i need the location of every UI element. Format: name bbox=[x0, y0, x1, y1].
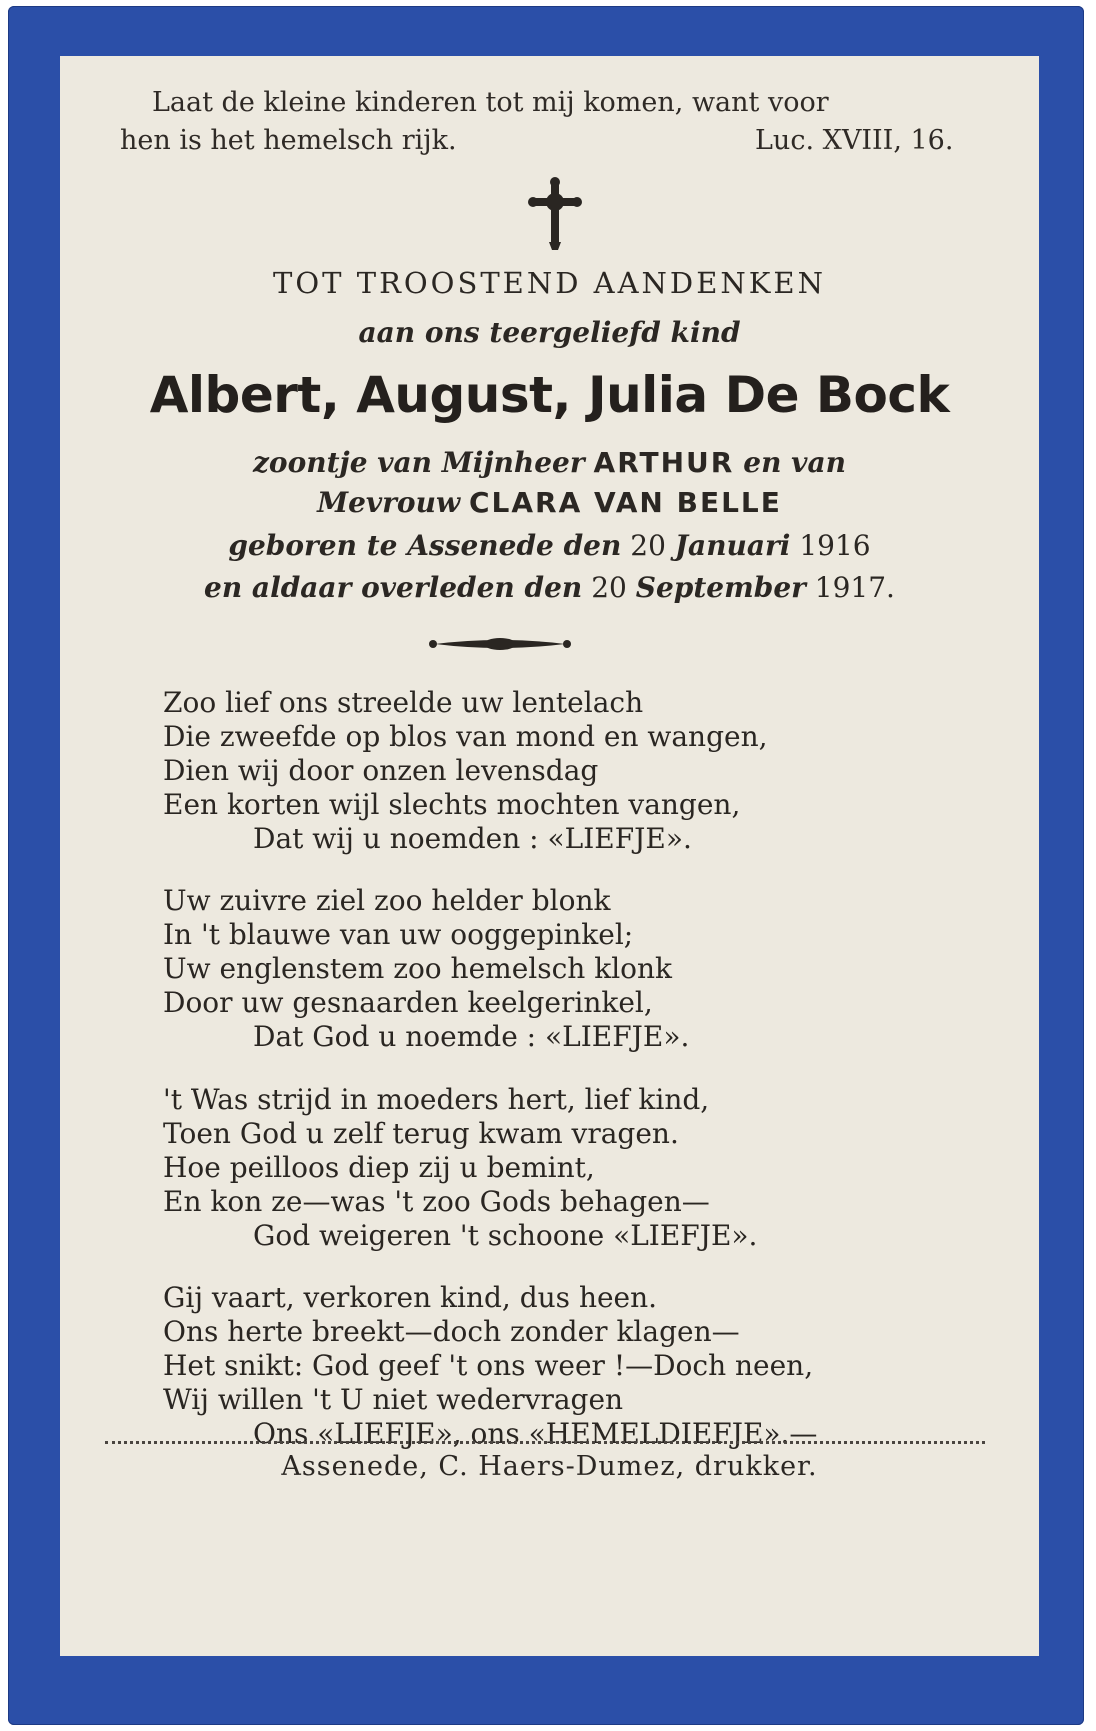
poem-stanza-3 bbox=[163, 1083, 757, 1253]
birth-year: 1916 bbox=[799, 529, 871, 562]
poem-line: Door uw gesnaarden keelgerinkel, bbox=[163, 986, 653, 1019]
poem-refrain: Dat wij u noemden : «LIEFJE». bbox=[253, 822, 692, 855]
mother-name: CLARA VAN BELLE bbox=[468, 486, 782, 519]
epigraph-reference: Luc. XVIII, 16. bbox=[755, 125, 954, 156]
poem-line: En kon ze—was 't zoo Gods behagen— bbox=[163, 1185, 710, 1218]
parents-line-2 bbox=[60, 486, 1039, 519]
poem-line: Uw zuivre ziel zoo helder blonk bbox=[163, 884, 611, 917]
heading: TOT TROOSTEND AANDENKEN bbox=[273, 266, 826, 300]
cross-icon bbox=[525, 176, 585, 251]
poem-line: Zoo lief ons streelde uw lentelach bbox=[163, 686, 644, 719]
poem-line: Een korten wijl slechts mochten vangen, bbox=[163, 788, 741, 821]
parents-line-1 bbox=[60, 446, 1039, 479]
card-paper bbox=[60, 56, 1039, 1656]
epigraph-line-2-text: hen is het hemelsch rijk. bbox=[120, 125, 457, 156]
poem-stanza-1 bbox=[163, 686, 768, 856]
epigraph bbox=[120, 84, 1020, 160]
parents-line-1-suffix: en van bbox=[743, 446, 846, 479]
birth-day: 20 bbox=[630, 529, 666, 562]
poem-refrain: God weigeren 't schoone «LIEFJE». bbox=[253, 1219, 758, 1252]
death-year: 1917. bbox=[814, 571, 895, 604]
ornament-divider-icon bbox=[425, 634, 575, 654]
poem-line: In 't blauwe van uw ooggepinkel; bbox=[163, 918, 634, 951]
birth-month: Januari bbox=[674, 529, 791, 562]
poem-line: Uw englenstem zoo hemelsch klonk bbox=[163, 952, 673, 985]
poem-line: Dien wij door onzen levensdag bbox=[163, 754, 599, 787]
deceased-name: Albert, August, Julia De Bock bbox=[149, 366, 950, 424]
parents-line-2-prefix: Mevrouw bbox=[317, 486, 461, 519]
birth-prefix: geboren te Assenede den bbox=[228, 529, 622, 562]
poem-stanza-2 bbox=[163, 884, 689, 1054]
poem-line: Ons herte breekt—doch zonder klagen— bbox=[163, 1315, 740, 1348]
poem-line: Hoe peilloos diep zij u bemint, bbox=[163, 1151, 595, 1184]
poem-refrain: Dat God u noemde : «LIEFJE». bbox=[253, 1020, 690, 1053]
memorial-card bbox=[8, 6, 1084, 1725]
parents-line-1-prefix: zoontje van Mijnheer bbox=[253, 446, 585, 479]
death-line bbox=[60, 571, 1039, 604]
death-prefix: en aldaar overleden den bbox=[204, 571, 583, 604]
printer-credit: Assenede, C. Haers-Dumez, drukker. bbox=[281, 1451, 818, 1482]
subheading: aan ons teergeliefd kind bbox=[358, 316, 741, 349]
poem-line: Toen God u zelf terug kwam vragen. bbox=[163, 1117, 679, 1150]
poem-line: Die zweefde op blos van mond en wangen, bbox=[163, 720, 768, 753]
dotted-divider bbox=[105, 1441, 985, 1444]
birth-line bbox=[60, 529, 1039, 562]
death-month: September bbox=[635, 571, 806, 604]
poem-stanza-4 bbox=[163, 1281, 817, 1451]
death-day: 20 bbox=[591, 571, 627, 604]
poem-refrain: Ons «LIEFJE», ons «HEMELDIEFJE».— bbox=[253, 1417, 818, 1450]
poem-line: 't Was strijd in moeders hert, lief kind, bbox=[163, 1083, 710, 1116]
poem-line: Wij willen 't U niet wedervragen bbox=[163, 1383, 624, 1416]
epigraph-line-2 bbox=[120, 122, 1020, 160]
father-name: ARTHUR bbox=[593, 446, 735, 479]
epigraph-line-1: Laat de kleine kinderen tot mij komen, want voor bbox=[152, 87, 829, 118]
poem-line: Het snikt: God geef 't ons weer !—Doch neen, bbox=[163, 1349, 814, 1382]
poem-line: Gij vaart, verkoren kind, dus heen. bbox=[163, 1281, 658, 1314]
